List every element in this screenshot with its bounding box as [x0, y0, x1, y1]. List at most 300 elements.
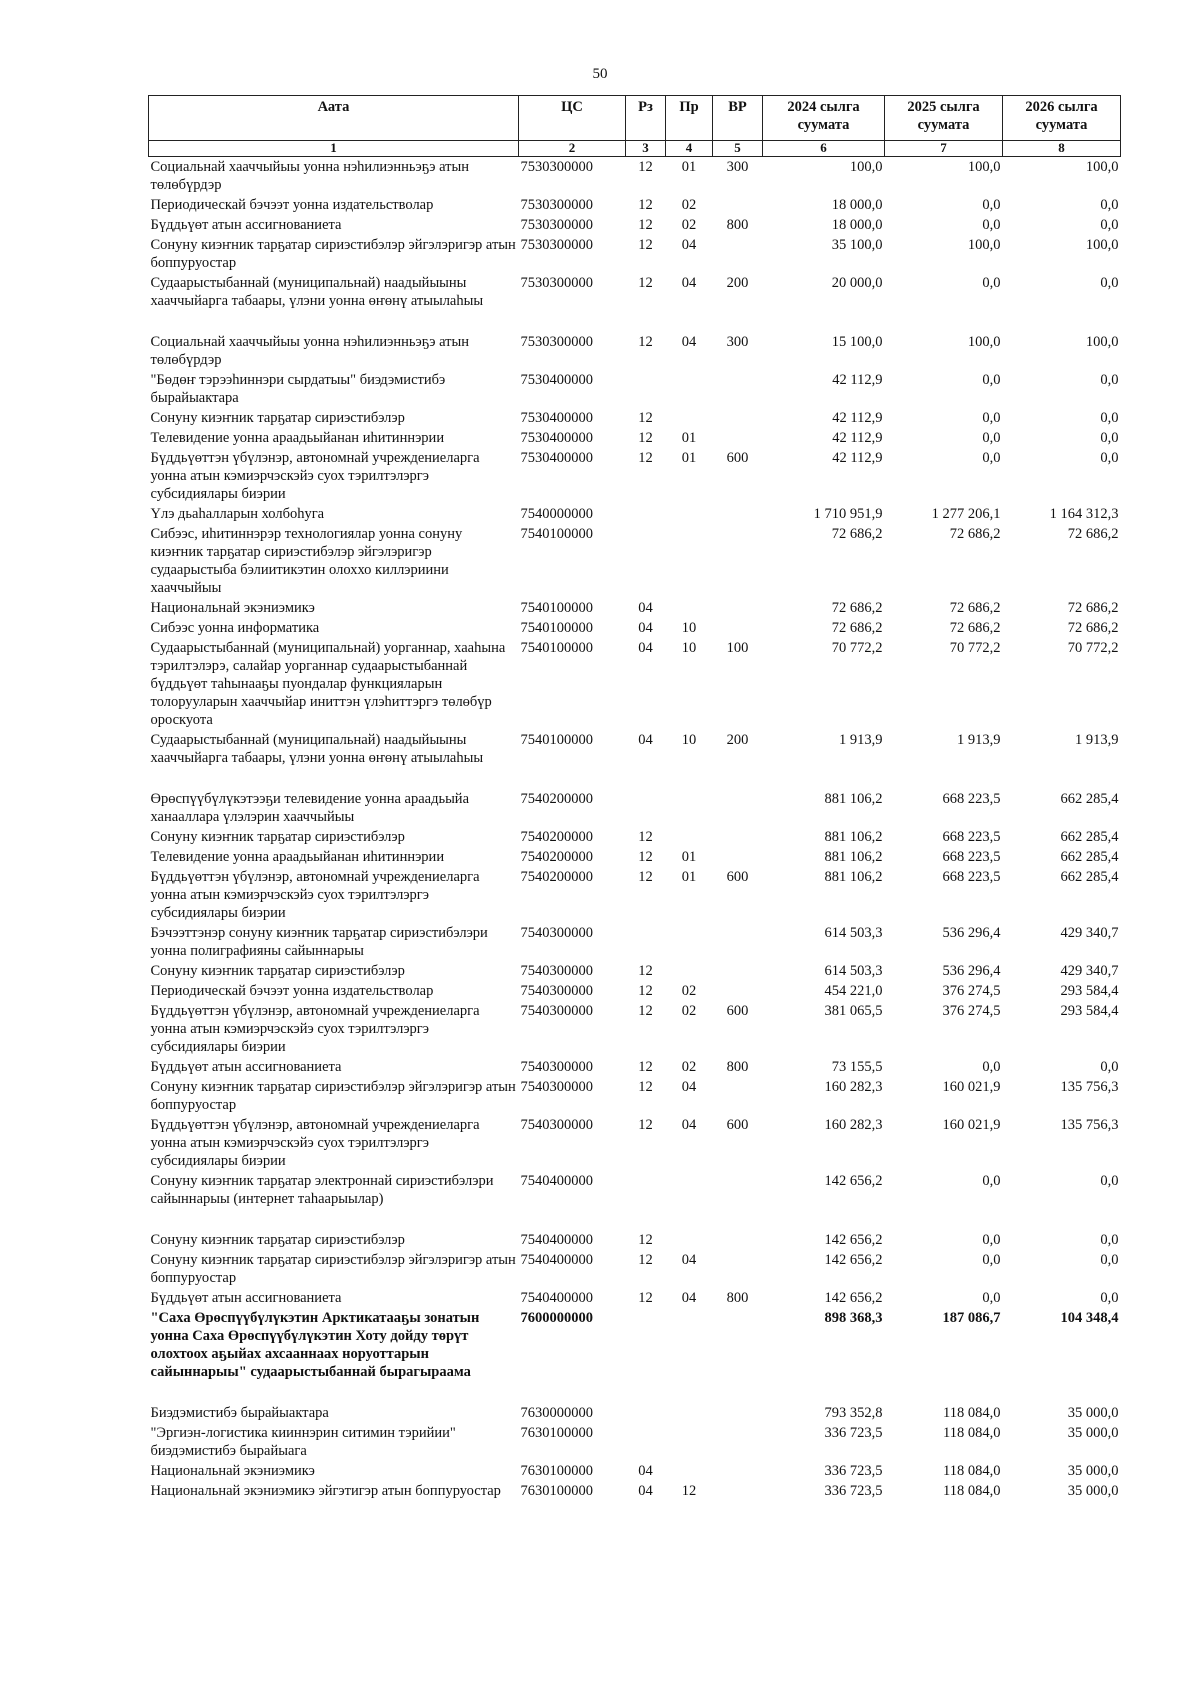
row-value-2026: 72 686,2: [1067, 620, 1119, 636]
row-cs-code: 7530400000: [520, 372, 593, 388]
row-value-2026: 662 285,4: [1060, 849, 1119, 865]
table-row: [149, 1057, 1121, 1077]
table-row: [149, 524, 1121, 598]
row-vr: 200: [726, 732, 749, 748]
table-row: [149, 827, 1121, 847]
row-name: Сонуну киэҥник тарҕатар сириэстибэлэр: [150, 410, 405, 426]
row-value-2026: 100,0: [1085, 334, 1119, 350]
row-name: Бүддьүөт атын ассигнованиета: [150, 217, 342, 233]
table-row: [149, 273, 1121, 332]
row-name: Социальнай хааччыйыы уонна нэһилиэнньэҕэ атын төлөбүрдэр: [150, 159, 469, 193]
header-pr: Пр: [666, 96, 713, 141]
table-row: [149, 235, 1121, 273]
row-value-2025: 72 686,2: [949, 620, 1001, 636]
row-value-2026: 70 772,2: [1067, 640, 1119, 656]
row-value-2024: 72 686,2: [831, 526, 883, 542]
row-pr: 04: [681, 275, 697, 291]
row-value-2026: 35 000,0: [1067, 1463, 1119, 1479]
row-pr: [666, 1171, 713, 1230]
row-vr: 600: [726, 1003, 749, 1019]
row-cs-code: 7540300000: [520, 1003, 593, 1019]
row-value-2026: 0,0: [1100, 275, 1119, 291]
row-value-2025: 0,0: [982, 1173, 1001, 1189]
row-name: Телевидение уонна араадьыйанан иһитиннэрии: [150, 430, 445, 446]
row-pr: [666, 1423, 713, 1461]
row-vr: [713, 1171, 763, 1230]
row-vr: 800: [726, 217, 749, 233]
row-rz: 04: [638, 1483, 653, 1499]
row-value-2024: 793 352,8: [824, 1405, 883, 1421]
row-value-2024: 336 723,5: [824, 1463, 883, 1479]
table-row: [149, 1481, 1121, 1501]
row-name: Судаарыстыбаннай (муниципальнай) уорганнар, хааһына тэрилтэлэрэ, салайар уорганнар судаарыстыбаннай бүддьүөт таһынааҕы пуондалар функцияларын толорууларын хааччыйар иниттэн үлэһиттэргэ төлөбүр ороскуота: [150, 640, 506, 728]
row-value-2025: 72 686,2: [949, 526, 1001, 542]
row-value-2026: 0,0: [1100, 1252, 1119, 1268]
row-vr: [713, 981, 763, 1001]
row-value-2026: 0,0: [1100, 430, 1119, 446]
row-value-2024: 898 368,3: [824, 1310, 883, 1326]
row-pr: 04: [681, 237, 697, 253]
row-name: Бүддьүөттэн үбүлэнэр, автономнай учреждениеларга уонна атын кэмиэрчэскэйэ суох тэрилтэлэргэ субсидиялары биэрии: [150, 1003, 480, 1055]
row-value-2026: 72 686,2: [1067, 600, 1119, 616]
row-value-2024: 20 000,0: [831, 275, 883, 291]
row-rz: [626, 1308, 666, 1403]
row-value-2025: 668 223,5: [942, 869, 1001, 885]
row-name: Судаарыстыбаннай (муниципальнай) наадыйыыны хааччыйарга табаары, үлэни уонна өҥөнү атыылаһыы: [150, 732, 484, 766]
row-value-2024: 454 221,0: [824, 983, 883, 999]
header-vr: ВР: [713, 96, 763, 141]
row-value-2024: 70 772,2: [831, 640, 883, 656]
row-value-2025: 376 274,5: [942, 1003, 1001, 1019]
row-name: Бүддьүөт атын ассигнованиета: [150, 1059, 342, 1075]
row-cs-code: 7540100000: [520, 600, 593, 616]
row-rz: [626, 1423, 666, 1461]
row-pr: [666, 598, 713, 618]
column-number: 6: [763, 141, 885, 157]
header-2026: 2026 сылга суумата: [1003, 96, 1121, 141]
row-vr: [713, 598, 763, 618]
row-value-2026: 104 348,4: [1060, 1310, 1119, 1326]
row-pr: [666, 504, 713, 524]
row-vr: 200: [726, 275, 749, 291]
row-value-2025: 118 084,0: [943, 1483, 1001, 1499]
row-rz: [626, 504, 666, 524]
row-name: Сонуну киэҥник тарҕатар сириэстибэлэр: [150, 1232, 405, 1248]
row-value-2026: 0,0: [1100, 1290, 1119, 1306]
row-name: Үлэ дьаһалларын холбоһуга: [150, 506, 325, 522]
row-value-2024: 142 656,2: [824, 1232, 883, 1248]
row-value-2025: 668 223,5: [942, 791, 1001, 807]
row-pr: 12: [681, 1483, 697, 1499]
table-row: [149, 598, 1121, 618]
table-row: [149, 1230, 1121, 1250]
row-pr: 04: [681, 1290, 697, 1306]
row-rz: 04: [638, 620, 653, 636]
row-name: Сонуну киэҥник тарҕатар электроннай сириэстибэлэри сайыннарыы (интернет таһаарыылар): [150, 1173, 494, 1207]
row-value-2026: 0,0: [1100, 1173, 1119, 1189]
row-value-2024: 336 723,5: [824, 1425, 883, 1441]
row-cs-code: 7530300000: [520, 217, 593, 233]
row-vr: [713, 428, 763, 448]
row-rz: [626, 1403, 666, 1423]
column-number: 7: [885, 141, 1003, 157]
row-value-2025: 0,0: [982, 430, 1001, 446]
row-value-2026: 1 164 312,3: [1049, 506, 1119, 522]
table-row: [149, 448, 1121, 504]
row-value-2024: 881 106,2: [824, 869, 883, 885]
row-rz: 12: [638, 1290, 653, 1306]
row-value-2024: 881 106,2: [824, 849, 883, 865]
row-rz: 12: [638, 869, 653, 885]
row-value-2025: 536 296,4: [942, 925, 1001, 941]
row-cs-code: 7530300000: [520, 197, 593, 213]
row-value-2025: 376 274,5: [942, 983, 1001, 999]
row-pr: [666, 1461, 713, 1481]
row-value-2026: 0,0: [1100, 217, 1119, 233]
table-row: [149, 618, 1121, 638]
row-cs-code: 7530400000: [520, 410, 593, 426]
table-row: [149, 157, 1121, 196]
row-vr: 600: [726, 450, 749, 466]
table-row: [149, 730, 1121, 789]
row-pr: [666, 827, 713, 847]
row-name: Сонуну киэҥник тарҕатар сириэстибэлэр эйгэлэригэр атын боппуруостар: [150, 237, 516, 271]
row-value-2025: 0,0: [982, 372, 1001, 388]
row-value-2024: 336 723,5: [824, 1483, 883, 1499]
row-pr: [666, 408, 713, 428]
row-rz: 04: [638, 640, 653, 656]
row-value-2025: 118 084,0: [943, 1405, 1001, 1421]
row-cs-code: 7530400000: [520, 450, 593, 466]
row-cs-code: 7540100000: [520, 526, 593, 542]
row-vr: [713, 1423, 763, 1461]
row-cs-code: 7530300000: [520, 159, 593, 175]
row-rz: 12: [638, 159, 653, 175]
row-vr: [713, 1403, 763, 1423]
row-rz: 04: [638, 1463, 653, 1479]
row-value-2025: 668 223,5: [942, 829, 1001, 845]
row-value-2024: 160 282,3: [824, 1079, 883, 1095]
row-rz: 12: [638, 217, 653, 233]
row-pr: [666, 923, 713, 961]
row-vr: [713, 195, 763, 215]
row-value-2024: 1 913,9: [839, 732, 883, 748]
row-value-2026: 662 285,4: [1060, 829, 1119, 845]
row-cs-code: 7540300000: [520, 925, 593, 941]
row-pr: 10: [681, 732, 697, 748]
row-name: Бэчээттэнэр сонуну киэҥник тарҕатар сириэстибэлэри уонна полиграфияны сайыннарыы: [150, 925, 488, 959]
row-pr: 02: [681, 197, 697, 213]
row-value-2024: 160 282,3: [824, 1117, 883, 1133]
row-value-2026: 72 686,2: [1067, 526, 1119, 542]
row-value-2026: 293 584,4: [1060, 1003, 1119, 1019]
row-vr: 800: [726, 1290, 749, 1306]
row-rz: [626, 524, 666, 598]
row-name: "Саха Өрөспүүбүлүкэтин Арктикатааҕы зонатын уонна Саха Өрөспүүбүлүкэтин Хоту дойду төрүт олохтоох аҕыйах ахсааннаах норуоттарын сайыннарыы" судаарыстыбаннай бырагыраама: [150, 1310, 480, 1380]
row-value-2026: 1 913,9: [1075, 732, 1119, 748]
row-cs-code: 7540400000: [520, 1232, 593, 1248]
row-cs-code: 7530300000: [520, 237, 593, 253]
row-cs-code: 7540300000: [520, 1079, 593, 1095]
row-pr: 01: [681, 159, 697, 175]
table-row: [149, 923, 1121, 961]
row-name: Өрөспүүбүлүкэтээҕи телевидение уонна араадьыйа ханааллара үлэлэрин хааччыйыы: [150, 791, 470, 825]
row-cs-code: 7630100000: [520, 1463, 593, 1479]
row-rz: 04: [638, 732, 653, 748]
row-cs-code: 7530300000: [520, 334, 593, 350]
row-vr: [713, 847, 763, 867]
row-rz: 12: [638, 334, 653, 350]
row-pr: [666, 370, 713, 408]
row-value-2025: 118 084,0: [943, 1425, 1001, 1441]
row-value-2024: 73 155,5: [831, 1059, 883, 1075]
row-vr: [713, 789, 763, 827]
row-pr: [666, 1230, 713, 1250]
row-cs-code: 7540400000: [520, 1252, 593, 1268]
table-row: [149, 1403, 1121, 1423]
row-value-2025: 100,0: [967, 334, 1001, 350]
row-value-2025: 668 223,5: [942, 849, 1001, 865]
row-rz: 12: [638, 829, 653, 845]
row-cs-code: 7630000000: [520, 1405, 593, 1421]
row-name: Телевидение уонна араадьыйанан иһитиннэрии: [150, 849, 445, 865]
row-pr: [666, 524, 713, 598]
table-row: [149, 981, 1121, 1001]
row-cs-code: 7540300000: [520, 963, 593, 979]
row-name: Периодическай бэчээт уонна издательстволар: [150, 197, 434, 213]
row-rz: 12: [638, 430, 653, 446]
row-cs-code: 7540200000: [520, 869, 593, 885]
row-value-2025: 0,0: [982, 275, 1001, 291]
row-value-2024: 381 065,5: [824, 1003, 883, 1019]
row-value-2024: 100,0: [849, 159, 883, 175]
row-cs-code: 7600000000: [520, 1310, 593, 1326]
row-vr: [713, 923, 763, 961]
row-rz: 12: [638, 1232, 653, 1248]
row-name: Бүддьүөттэн үбүлэнэр, автономнай учреждениеларга уонна атын кэмиэрчэскэйэ суох тэрилтэлэргэ субсидиялары биэрии: [150, 1117, 480, 1169]
row-value-2026: 35 000,0: [1067, 1425, 1119, 1441]
row-name: Сонуну киэҥник тарҕатар сириэстибэлэр: [150, 963, 405, 979]
row-value-2026: 429 340,7: [1060, 925, 1119, 941]
row-value-2025: 0,0: [982, 1252, 1001, 1268]
table-row: [149, 1423, 1121, 1461]
row-name: Бүддьүөттэн үбүлэнэр, автономнай учреждениеларга уонна атын кэмиэрчэскэйэ суох тэрилтэлэргэ субсидиялары биэрии: [150, 869, 480, 921]
row-value-2026: 100,0: [1085, 159, 1119, 175]
row-value-2025: 0,0: [982, 217, 1001, 233]
row-name: Бүддьүөт атын ассигнованиета: [150, 1290, 342, 1306]
row-vr: 300: [726, 334, 749, 350]
row-cs-code: 7540100000: [520, 620, 593, 636]
row-value-2024: 42 112,9: [832, 372, 883, 388]
row-name: Сибээс уонна информатика: [150, 620, 320, 636]
row-rz: 12: [638, 275, 653, 291]
row-rz: [626, 789, 666, 827]
row-value-2025: 100,0: [967, 159, 1001, 175]
row-value-2025: 0,0: [982, 1290, 1001, 1306]
row-name: Судаарыстыбаннай (муниципальнай) наадыйыыны хааччыйарга табаары, үлэни уонна өҥөнү атыылаһыы: [150, 275, 484, 309]
row-vr: 300: [726, 159, 749, 175]
row-value-2026: 662 285,4: [1060, 869, 1119, 885]
column-number: 8: [1003, 141, 1121, 157]
row-rz: 12: [638, 983, 653, 999]
row-value-2025: 70 772,2: [949, 640, 1001, 656]
row-vr: [713, 524, 763, 598]
row-value-2024: 42 112,9: [832, 430, 883, 446]
row-rz: 12: [638, 1117, 653, 1133]
row-value-2026: 0,0: [1100, 1232, 1119, 1248]
table-row: [149, 504, 1121, 524]
row-vr: [713, 1230, 763, 1250]
row-value-2026: 429 340,7: [1060, 963, 1119, 979]
row-cs-code: 7540300000: [520, 1117, 593, 1133]
row-vr: [713, 235, 763, 273]
row-value-2024: 18 000,0: [831, 197, 883, 213]
row-vr: [713, 408, 763, 428]
row-cs-code: 7540300000: [520, 983, 593, 999]
column-number: 5: [713, 141, 763, 157]
row-value-2025: 1 277 206,1: [931, 506, 1001, 522]
column-number: 3: [626, 141, 666, 157]
row-pr: 04: [681, 1252, 697, 1268]
row-value-2025: 0,0: [982, 450, 1001, 466]
row-rz: [626, 923, 666, 961]
table-body: [149, 157, 1121, 1502]
row-name: "Эргиэн-логистика кииннэрин ситимин тэрийии" биэдэмистибэ бырайыага: [150, 1425, 456, 1459]
row-rz: 12: [638, 410, 653, 426]
row-name: Бүддьүөттэн үбүлэнэр, автономнай учреждениеларга уонна атын кэмиэрчэскэйэ суох тэрилтэлэргэ субсидиялары биэрии: [150, 450, 480, 502]
table-row: [149, 1461, 1121, 1481]
row-rz: 12: [638, 1252, 653, 1268]
row-name: Сонуну киэҥник тарҕатар сириэстибэлэр эйгэлэригэр атын боппуруостар: [150, 1252, 516, 1286]
row-value-2025: 160 021,9: [942, 1079, 1001, 1095]
row-pr: 01: [681, 430, 697, 446]
header-2024: 2024 сылга суумата: [763, 96, 885, 141]
page-number: 50: [592, 66, 608, 82]
row-pr: [666, 1403, 713, 1423]
column-number: 2: [519, 141, 626, 157]
row-vr: [713, 370, 763, 408]
row-value-2025: 0,0: [982, 197, 1001, 213]
row-cs-code: 7630100000: [520, 1425, 593, 1441]
row-value-2025: 536 296,4: [942, 963, 1001, 979]
row-value-2025: 1 913,9: [957, 732, 1001, 748]
row-value-2024: 881 106,2: [824, 829, 883, 845]
row-pr: 01: [681, 869, 697, 885]
table-row: [149, 408, 1121, 428]
table-row: [149, 1115, 1121, 1171]
row-pr: 02: [681, 1059, 697, 1075]
row-vr: [713, 1077, 763, 1115]
header-row: [149, 96, 1121, 141]
row-value-2024: 614 503,3: [824, 963, 883, 979]
row-pr: 04: [681, 1117, 697, 1133]
row-name: Национальнай экэниэмикэ: [150, 1463, 315, 1479]
row-pr: 04: [681, 334, 697, 350]
row-value-2025: 118 084,0: [943, 1463, 1001, 1479]
row-rz: 12: [638, 1003, 653, 1019]
row-name: "Бөдөҥ тэрээһиннэри сырдатыы" биэдэмистибэ бырайыактара: [150, 372, 446, 406]
row-pr: 01: [681, 450, 697, 466]
row-name: Периодическай бэчээт уонна издательстволар: [150, 983, 434, 999]
row-value-2024: 1 710 951,9: [813, 506, 883, 522]
row-value-2026: 35 000,0: [1067, 1483, 1119, 1499]
row-value-2026: 0,0: [1100, 410, 1119, 426]
row-vr: [713, 618, 763, 638]
row-value-2024: 35 100,0: [831, 237, 883, 253]
table-row: [149, 1250, 1121, 1288]
row-rz: 12: [638, 450, 653, 466]
table-row: [149, 215, 1121, 235]
row-name: Биэдэмистибэ бырайыактара: [150, 1405, 329, 1421]
header-rz: Рз: [626, 96, 666, 141]
row-pr: 01: [681, 849, 697, 865]
row-vr: 100: [726, 640, 749, 656]
row-value-2026: 0,0: [1100, 372, 1119, 388]
row-cs-code: 7540200000: [520, 791, 593, 807]
row-name: Социальнай хааччыйыы уонна нэһилиэнньэҕэ атын төлөбүрдэр: [150, 334, 469, 368]
column-number-row: [149, 141, 1121, 157]
table-row: [149, 961, 1121, 981]
table-row: [149, 1077, 1121, 1115]
row-rz: [626, 1171, 666, 1230]
header-cs: ЦС: [519, 96, 626, 141]
row-cs-code: 7540300000: [520, 1059, 593, 1075]
row-vr: [713, 1461, 763, 1481]
table-row: [149, 428, 1121, 448]
row-rz: 12: [638, 237, 653, 253]
table-row: [149, 847, 1121, 867]
row-value-2024: 18 000,0: [831, 217, 883, 233]
row-cs-code: 7530400000: [520, 430, 593, 446]
row-value-2026: 35 000,0: [1067, 1405, 1119, 1421]
row-rz: 12: [638, 197, 653, 213]
row-value-2025: 100,0: [967, 237, 1001, 253]
row-cs-code: 7540200000: [520, 829, 593, 845]
row-name: Сонуну киэҥник тарҕатар сириэстибэлэр эйгэлэригэр атын боппуруостар: [150, 1079, 516, 1113]
row-rz: 04: [638, 600, 653, 616]
row-cs-code: 7540000000: [520, 506, 593, 522]
row-name: Сонуну киэҥник тарҕатар сириэстибэлэр: [150, 829, 405, 845]
row-name: Национальнай экэниэмикэ: [150, 600, 315, 616]
row-pr: 02: [681, 217, 697, 233]
row-vr: [713, 504, 763, 524]
row-value-2025: 0,0: [982, 410, 1001, 426]
row-value-2026: 100,0: [1085, 237, 1119, 253]
row-vr: [713, 827, 763, 847]
row-vr: 600: [726, 869, 749, 885]
row-pr: 10: [681, 640, 697, 656]
table-row: [149, 867, 1121, 923]
budget-table: [148, 95, 1121, 1501]
row-value-2025: 0,0: [982, 1059, 1001, 1075]
row-value-2026: 0,0: [1100, 197, 1119, 213]
table-row: [149, 1288, 1121, 1308]
row-pr: 02: [681, 983, 697, 999]
row-vr: [713, 1250, 763, 1288]
column-number: 1: [149, 141, 519, 157]
row-vr: [713, 1481, 763, 1501]
row-pr: 02: [681, 1003, 697, 1019]
row-cs-code: 7540100000: [520, 732, 593, 748]
row-value-2024: 881 106,2: [824, 791, 883, 807]
row-rz: 12: [638, 849, 653, 865]
row-vr: 800: [726, 1059, 749, 1075]
row-cs-code: 7540100000: [520, 640, 593, 656]
row-cs-code: 7530300000: [520, 275, 593, 291]
row-value-2026: 662 285,4: [1060, 791, 1119, 807]
row-rz: [626, 370, 666, 408]
row-value-2024: 42 112,9: [832, 410, 883, 426]
